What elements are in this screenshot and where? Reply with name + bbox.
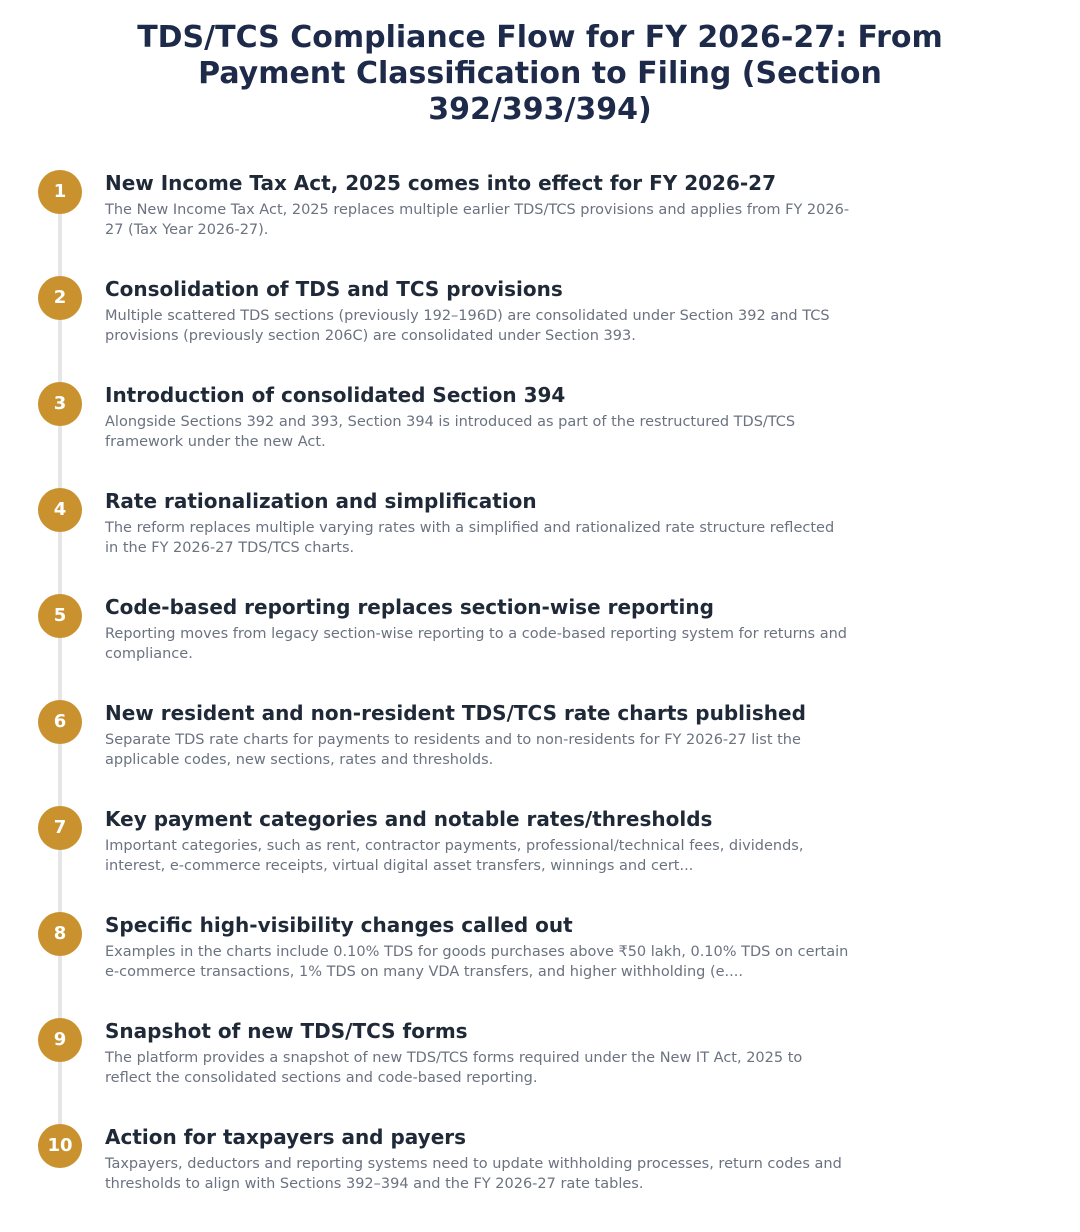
step-number-badge: 10 [38,1124,82,1168]
step-description: The platform provides a snapshot of new TDS/TCS forms required under the New IT Act, 2025 to reflect the consolidated sections and code-based reporting. [105,1050,803,1086]
timeline-step-10 [0,1124,1080,1224]
timeline-step-4 [0,488,1080,588]
step-number-badge: 5 [38,594,82,638]
timeline-step-8 [0,912,1080,1012]
timeline-step-3 [0,382,1080,482]
step-description: Important categories, such as rent, contractor payments, professional/technical fees, dividends, interest, e-commerce receipts, virtual digital asset transfers, winnings and cert... [105,838,804,874]
step-description: Examples in the charts include 0.10% TDS for goods purchases above ₹50 lakh, 0.10% TDS on certain e-commerce transactions, 1% TDS on many VDA transfers, and higher withholding (e.... [105,944,849,980]
step-title: Consolidation of TDS and TCS provisions [105,277,563,301]
timeline-step-7 [0,806,1080,906]
step-title: Specific high-visibility changes called out [105,913,573,937]
step-title: New resident and non-resident TDS/TCS rate charts published [105,701,806,725]
step-number-badge: 8 [38,912,82,956]
step-number-badge: 4 [38,488,82,532]
step-description: Alongside Sections 392 and 393, Section 394 is introduced as part of the restructured TDS/TCS framework under the new Act. [105,414,796,450]
step-title: New Income Tax Act, 2025 comes into effect for FY 2026-27 [105,171,776,195]
timeline-step-6 [0,700,1080,800]
step-description: The New Income Tax Act, 2025 replaces multiple earlier TDS/TCS provisions and applies from FY 2026-27 (Tax Year 2026-27). [105,202,850,238]
step-number-badge: 9 [38,1018,82,1062]
step-title: Snapshot of new TDS/TCS forms [105,1019,468,1043]
timeline-step-9 [0,1018,1080,1118]
step-description: Separate TDS rate charts for payments to residents and to non-residents for FY 2026-27 list the applicable codes, new sections, rates and thresholds. [105,732,801,768]
step-title: Rate rationalization and simplification [105,489,537,513]
step-number-badge: 2 [38,276,82,320]
step-title: Introduction of consolidated Section 394 [105,383,566,407]
step-description: The reform replaces multiple varying rates with a simplified and rationalized rate structure reflected in the FY 2026-27 TDS/TCS charts. [105,520,835,556]
step-number-badge: 1 [38,170,82,214]
page-title: TDS/TCS Compliance Flow for FY 2026-27: From Payment Classification to Filing (Section 392/393/394) [137,20,943,127]
step-description: Taxpayers, deductors and reporting systems need to update withholding processes, return codes and thresholds to align with Sections 392–394 and the FY 2026-27 rate tables. [105,1156,842,1192]
step-description: Reporting moves from legacy section-wise reporting to a code-based reporting system for returns and compliance. [105,626,847,662]
timeline-step-1 [0,170,1080,270]
step-number-badge: 3 [38,382,82,426]
step-description: Multiple scattered TDS sections (previously 192–196D) are consolidated under Section 392 and TCS provisions (previously section 206C) are consolidated under Section 393. [105,308,830,344]
step-title: Action for taxpayers and payers [105,1125,467,1149]
step-number-badge: 7 [38,806,82,850]
step-title: Code-based reporting replaces section-wise reporting [105,595,714,619]
step-number-badge: 6 [38,700,82,744]
timeline-step-5 [0,594,1080,694]
timeline-step-2 [0,276,1080,376]
step-title: Key payment categories and notable rates/thresholds [105,807,713,831]
